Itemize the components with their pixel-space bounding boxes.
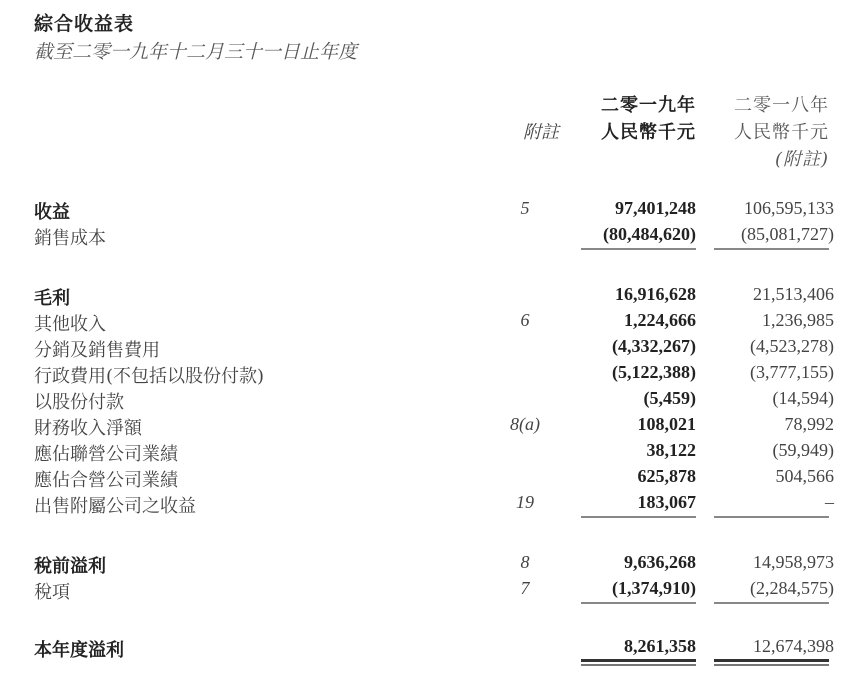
subtotal-rule: [581, 248, 696, 250]
row-label: 毛利: [34, 288, 70, 309]
row-label: 財務收入淨額: [34, 418, 142, 439]
current-unit-header: 人民幣千元: [601, 122, 696, 143]
row-current: 16,916,628: [615, 284, 696, 304]
row-prior: (2,284,575): [750, 578, 834, 598]
subtotal-rule: [581, 516, 696, 518]
row-note: 7: [520, 578, 530, 598]
row-prior: (14,594): [772, 388, 834, 408]
row-prior: 21,513,406: [753, 284, 834, 304]
statement-title: 綜合收益表: [34, 13, 135, 35]
row-current: 1,224,666: [624, 310, 696, 330]
row-current: (4,332,267): [612, 336, 696, 356]
row-label: 應佔聯營公司業績: [34, 444, 178, 465]
table-row-profit-before-tax: [0, 552, 850, 578]
row-current: (5,459): [643, 388, 696, 408]
row-label: 稅前溢利: [34, 556, 106, 577]
row-label: 收益: [34, 202, 70, 223]
row-label: 本年度溢利: [34, 640, 124, 661]
row-prior: 1,236,985: [762, 310, 834, 330]
row-note: 5: [520, 198, 530, 218]
row-prior: (59,949): [772, 440, 834, 460]
row-note: 19: [516, 492, 534, 512]
prior-unit-header: 人民幣千元: [734, 122, 829, 143]
row-current: (80,484,620): [603, 224, 696, 244]
table-row-revenue: [0, 198, 850, 224]
row-current: 183,067: [637, 492, 696, 512]
prior-year-header: 二零一八年: [734, 95, 829, 116]
row-note: 8(a): [510, 414, 540, 434]
current-year-header: 二零一九年: [601, 95, 696, 116]
row-current: 625,878: [637, 466, 696, 486]
table-row-distribution-selling: [0, 336, 850, 362]
row-label: 銷售成本: [34, 228, 106, 249]
row-label: 出售附屬公司之收益: [34, 496, 196, 517]
row-prior: 14,958,973: [753, 552, 834, 572]
table-row-cost-of-sales: [0, 224, 850, 250]
prior-note-header: (附註): [774, 149, 829, 170]
subtotal-rule: [581, 602, 696, 604]
row-label: 稅項: [34, 582, 70, 603]
table-row-other-income: [0, 310, 850, 336]
table-row-net-finance-income: [0, 414, 850, 440]
row-prior: –: [825, 492, 834, 512]
row-current: 108,021: [637, 414, 696, 434]
row-note: 8: [520, 552, 530, 572]
table-row-tax: [0, 578, 850, 604]
table-row-share-based-payment: [0, 388, 850, 414]
table-row-share-of-associates: [0, 440, 850, 466]
row-current: 97,401,248: [615, 198, 696, 218]
row-note: 6: [520, 310, 530, 330]
row-label: 應佔合營公司業績: [34, 470, 178, 491]
subtotal-rule: [714, 516, 829, 518]
table-row-admin-expenses: [0, 362, 850, 388]
row-label: 其他收入: [34, 314, 106, 335]
row-prior: (3,777,155): [750, 362, 834, 382]
subtotal-rule: [714, 602, 829, 604]
subtotal-rule: [714, 248, 829, 250]
statement-period: 截至二零一九年十二月三十一日止年度: [34, 41, 358, 63]
row-current: (5,122,388): [612, 362, 696, 382]
row-prior: 106,595,133: [744, 198, 834, 218]
total-double-rule: [714, 659, 829, 666]
row-prior: (85,081,727): [741, 224, 834, 244]
row-label: 行政費用(不包括以股份付款): [34, 366, 265, 387]
row-prior: 12,674,398: [753, 636, 834, 656]
row-current: 8,261,358: [624, 636, 696, 656]
row-prior: 504,566: [775, 466, 834, 486]
table-row-gross-profit: [0, 284, 850, 310]
row-prior: 78,992: [784, 414, 834, 434]
row-current: (1,374,910): [612, 578, 696, 598]
table-row-gain-on-disposal: [0, 492, 850, 518]
row-current: 38,122: [646, 440, 696, 460]
row-current: 9,636,268: [624, 552, 696, 572]
row-label: 以股份付款: [34, 392, 124, 413]
table-row-share-of-joint-ventures: [0, 466, 850, 492]
row-prior: (4,523,278): [750, 336, 834, 356]
note-column-header: 附註: [523, 122, 559, 143]
row-label: 分銷及銷售費用: [34, 340, 160, 361]
total-double-rule: [581, 659, 696, 666]
